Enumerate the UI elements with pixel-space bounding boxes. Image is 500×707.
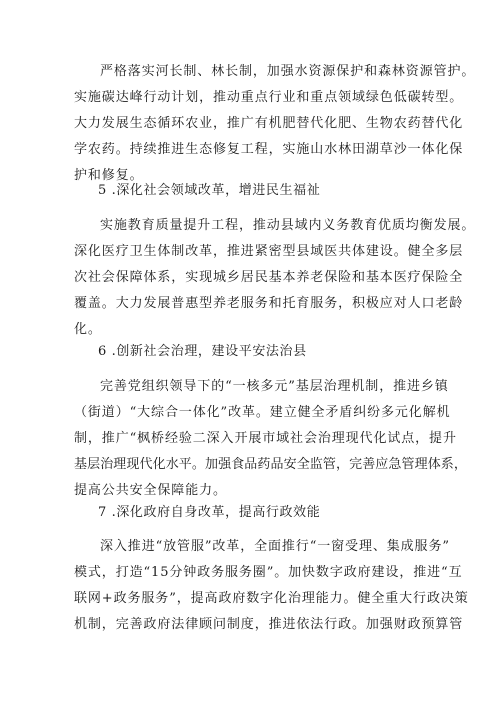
section-heading: 6 .创新社会治理，建设平安法治县 [98,344,307,359]
section-heading: 7 .深化政府自身改革，提高行政效能 [98,505,321,520]
paragraph-line: 次社会保障体系，实现城乡居民基本养老保险和基本医疗保险全 [74,270,464,285]
paragraph-line: 大力发展生态循环农业，推广有机肥替代化肥、生物农药替代化 [74,116,464,131]
paragraph-line: 联网+政务服务”，提高政府数字化治理能力。健全重大行政决策 [74,591,469,606]
paragraph-line: 机制，完善政府法律顾问制度，推进依法行政。加强财政预算管 [74,617,464,632]
paragraph-line: 实施碳达峰行动计划，推动重点行业和重点领域绿色低碳转型。 [74,90,464,105]
paragraph-line: 基层治理现代化水平。加强食品药品安全监管，完善应急管理体系， [74,457,468,472]
paragraph-line: 护和修复。 [74,168,144,183]
paragraph-line: 严格落实河长制、林长制，加强水资源保护和森林资源管护。 [100,64,476,79]
paragraph-line: 提高公共安全保障能力。 [74,483,227,498]
paragraph-line: 实施教育质量提升工程，推动县域内义务教育优质均衡发展。 [100,218,476,233]
section-heading: 5 .深化社会领域改革，增进民生福祉 [98,183,321,198]
paragraph-line: 制，推广“枫桥经验二深入开展市域社会治理现代化试点，提升 [74,431,457,446]
paragraph-line: 深入推进“放管服”改革，全面推行“一窗受理、集成服务” [100,539,450,554]
paragraph-line: 学农药。持续推进生态修复工程，实施山水林田湖草沙一体化保 [74,142,464,157]
paragraph-line: 深化医疗卫生体制改革，推进紧密型县域医共体建设。健全多层 [74,244,464,259]
paragraph-line: 化。 [74,322,102,337]
paragraph-line: 覆盖。大力发展普惠型养老服务和托育服务，积极应对人口老龄 [74,296,464,311]
paragraph-line: 模式，打造“15分钟政务服务圈”。加快数字政府建设，推进“互 [74,565,463,580]
paragraph-line: 完善党组织领导下的“一核多元”基层治理机制，推进乡镇 [100,379,449,394]
paragraph-line: （街道）“大综合一体化”改革。建立健全矛盾纠纷多元化解机 [74,405,451,420]
